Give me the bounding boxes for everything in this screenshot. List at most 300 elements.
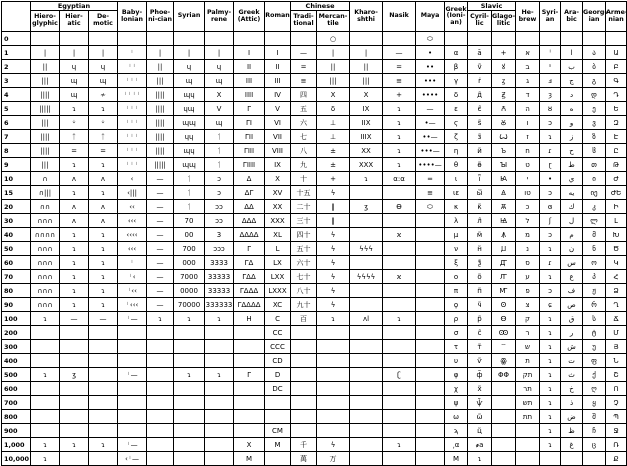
numeral-cell: 3333 bbox=[205, 256, 234, 270]
numeral-cell: ϟ bbox=[317, 298, 350, 312]
numeral-cell: θ bbox=[445, 158, 468, 172]
numeral-cell: ⊥ bbox=[317, 116, 350, 130]
numeral-cell: ϙ bbox=[445, 298, 468, 312]
numeral-cell: ɽ bbox=[540, 158, 561, 172]
numeral-cell bbox=[383, 326, 416, 340]
numeral-cell: LX bbox=[265, 256, 291, 270]
numeral-cell: ס bbox=[516, 256, 540, 270]
table-row bbox=[2, 242, 627, 256]
numeral-cell bbox=[89, 354, 118, 368]
numeral-cell: ɿ bbox=[205, 368, 234, 382]
numeral-cell bbox=[234, 382, 265, 396]
numeral-cell: תש bbox=[516, 396, 540, 410]
table-row bbox=[2, 326, 627, 340]
numeral-cell: — bbox=[89, 312, 118, 326]
numeral-cell: н̃ bbox=[468, 242, 492, 256]
numeral-cell: D bbox=[265, 368, 291, 382]
numeral-cell: ɿ bbox=[540, 354, 561, 368]
numeral-cell: 33333 bbox=[205, 284, 234, 298]
numeral-cell bbox=[383, 410, 416, 424]
row-value-label: 1 bbox=[2, 46, 31, 60]
numeral-cell: |||| bbox=[31, 144, 60, 158]
table-row bbox=[2, 312, 627, 326]
numeral-cell: Ղ bbox=[606, 298, 627, 312]
numeral-cell: τ bbox=[445, 340, 468, 354]
numeral-cell: α:α bbox=[383, 172, 416, 186]
numeral-cell: ᛎ bbox=[89, 116, 118, 130]
numeral-cell bbox=[291, 368, 317, 382]
numeral-cell bbox=[234, 32, 265, 46]
numeral-cell: ιε bbox=[445, 186, 468, 200]
numeral-cell: ɿ bbox=[31, 452, 60, 466]
numeral-cell bbox=[31, 32, 60, 46]
numeral-cell: 3 bbox=[205, 228, 234, 242]
numeral-cell: ϟ bbox=[317, 256, 350, 270]
numeral-cell: ɿ bbox=[383, 438, 416, 452]
table-row bbox=[2, 410, 627, 424]
numeral-cell bbox=[350, 228, 383, 242]
numeral-cell bbox=[147, 438, 174, 452]
numeral-cell: | bbox=[31, 46, 60, 60]
numeral-cell: ± bbox=[317, 144, 350, 158]
numeral-cell: ‹||| bbox=[118, 186, 147, 200]
numeral-cell: 十五 bbox=[291, 186, 317, 200]
numeral-cell bbox=[291, 32, 317, 46]
numeral-cell: M bbox=[445, 452, 468, 466]
numeral-cell: ϟϟϟ bbox=[350, 242, 383, 256]
numeral-cell bbox=[492, 382, 516, 396]
numeral-cell: ∩ bbox=[31, 172, 60, 186]
row-value-label: 20 bbox=[2, 200, 31, 214]
numeral-cell bbox=[205, 410, 234, 424]
numeral-cell bbox=[174, 452, 205, 466]
numeral-cell bbox=[291, 410, 317, 424]
row-value-label: 80 bbox=[2, 284, 31, 298]
numeral-cell: Թ bbox=[606, 158, 627, 172]
numeral-cell: ᛐ bbox=[205, 144, 234, 158]
numeral-cell: ك bbox=[561, 200, 583, 214]
numeral-cell: Բ bbox=[606, 60, 627, 74]
table-row bbox=[2, 452, 627, 466]
numeral-cell bbox=[147, 340, 174, 354]
numeral-cell bbox=[31, 410, 60, 424]
column-header: Hier-atic bbox=[60, 11, 89, 32]
numeral-cell: X bbox=[350, 88, 383, 102]
numeral-cell: ᛌᛌᛌ bbox=[118, 116, 147, 130]
numeral-cell: خ bbox=[561, 382, 583, 396]
numeral-cell bbox=[416, 354, 445, 368]
numeral-cell: ɿ bbox=[89, 270, 118, 284]
numeral-cell: Ե bbox=[606, 102, 627, 116]
numeral-cell: 万 bbox=[317, 452, 350, 466]
numeral-cell: — bbox=[383, 46, 416, 60]
numeral-cell: ɿ bbox=[540, 438, 561, 452]
numeral-cell bbox=[147, 326, 174, 340]
numeral-cell: ɿ bbox=[540, 368, 561, 382]
numeral-cell: ד bbox=[516, 88, 540, 102]
numeral-cell: ص bbox=[561, 298, 583, 312]
numeral-cell bbox=[89, 382, 118, 396]
numeral-cell: • bbox=[540, 172, 561, 186]
numeral-cell: ბ bbox=[583, 60, 606, 74]
numeral-cell: ≡ bbox=[291, 74, 317, 88]
row-value-label: 30 bbox=[2, 214, 31, 228]
numeral-cell: ‹ᛌ— bbox=[118, 452, 147, 466]
numeral-cell bbox=[492, 340, 516, 354]
numeral-cell: ɔɔ bbox=[205, 200, 234, 214]
numeral-cell: δ bbox=[317, 102, 350, 116]
numeral-cell: ψ bbox=[445, 396, 468, 410]
numeral-cell: ע bbox=[516, 270, 540, 284]
row-value-label: 5 bbox=[2, 102, 31, 116]
numeral-cell: Ꙉ bbox=[492, 102, 516, 116]
numeral-cell bbox=[234, 396, 265, 410]
numeral-cell: ꙁ bbox=[492, 74, 516, 88]
numeral-cell: ᛌᛌᛌ bbox=[118, 130, 147, 144]
numeral-cell bbox=[350, 284, 383, 298]
numeral-cell: р̃ bbox=[468, 312, 492, 326]
numeral-cell: 七十 bbox=[291, 270, 317, 284]
table-row bbox=[2, 270, 627, 284]
numeral-cell: ȝ bbox=[540, 88, 561, 102]
numeral-cell: תת bbox=[516, 410, 540, 424]
column-header: Ara-bic bbox=[561, 2, 583, 32]
numeral-cell: იე bbox=[583, 186, 606, 200]
numeral-cell: | bbox=[205, 46, 234, 60]
numeral-cell: ɿ bbox=[540, 130, 561, 144]
numeral-cell: ק bbox=[516, 312, 540, 326]
numeral-cell: III bbox=[234, 74, 265, 88]
numeral-cell: Ք bbox=[606, 452, 627, 466]
numeral-cell: ʌ bbox=[89, 172, 118, 186]
numeral-cell bbox=[317, 368, 350, 382]
slavic-group-header: Slavic bbox=[468, 2, 516, 11]
numeral-cell: ᛐ bbox=[174, 172, 205, 186]
numeral-cell bbox=[89, 326, 118, 340]
table-row bbox=[2, 214, 627, 228]
numeral-cell: Γ bbox=[234, 102, 265, 116]
numeral-cell bbox=[60, 382, 89, 396]
numeral-cell: ΓΔΔ bbox=[234, 270, 265, 284]
numeral-cell: ت bbox=[561, 354, 583, 368]
numeral-cell: 二十 bbox=[291, 200, 317, 214]
numeral-cell: ɿ bbox=[31, 368, 60, 382]
numeral-cell: к̃ bbox=[468, 200, 492, 214]
numeral-cell: ც bbox=[583, 438, 606, 452]
numeral-cell: CD bbox=[265, 354, 291, 368]
numeral-cell: || bbox=[31, 60, 60, 74]
numeral-cell: ѵ̃ bbox=[468, 354, 492, 368]
numeral-cell bbox=[89, 32, 118, 46]
numeral-cell bbox=[383, 186, 416, 200]
numeral-cell: ლ bbox=[583, 214, 606, 228]
numeral-cell: ʌ bbox=[60, 200, 89, 214]
numeral-cell: CCC bbox=[265, 340, 291, 354]
numeral-cell: |||| bbox=[147, 130, 174, 144]
numeral-cell: 五十 bbox=[291, 242, 317, 256]
numeral-cell bbox=[174, 438, 205, 452]
numeral-cell: ზ bbox=[583, 130, 606, 144]
numeral-cell: ϟ bbox=[317, 284, 350, 298]
numeral-cell: ᛌᛌᛌ bbox=[118, 102, 147, 116]
numeral-cell: ∩||| bbox=[31, 186, 60, 200]
numeral-cell: — bbox=[416, 102, 445, 116]
numeral-cell bbox=[416, 214, 445, 228]
numeral-cell: ث bbox=[561, 368, 583, 382]
row-value-label: 90 bbox=[2, 298, 31, 312]
row-value-label: 7 bbox=[2, 130, 31, 144]
table-body bbox=[2, 32, 627, 466]
numeral-cell: ϟϟϟϟ bbox=[350, 270, 383, 284]
numeral-cell bbox=[291, 424, 317, 438]
numeral-cell bbox=[234, 410, 265, 424]
numeral-cell: ϰ bbox=[383, 228, 416, 242]
numeral-cell: ц̃ bbox=[468, 424, 492, 438]
numeral-cell: з̃ bbox=[468, 130, 492, 144]
numeral-cell: 百 bbox=[291, 312, 317, 326]
numeral-cell: ѳ̃ bbox=[468, 158, 492, 172]
numeral-cell: პ bbox=[583, 270, 606, 284]
numeral-cell: + bbox=[383, 88, 416, 102]
row-value-label: 8 bbox=[2, 144, 31, 158]
numeral-cell: є̃ bbox=[468, 102, 492, 116]
numeral-cell: и̃ bbox=[468, 144, 492, 158]
numeral-cell: Դ bbox=[606, 88, 627, 102]
numeral-cell: ≡ bbox=[383, 74, 416, 88]
numeral-cell: IV bbox=[265, 88, 291, 102]
numeral-cell bbox=[147, 32, 174, 46]
numeral-cell bbox=[147, 382, 174, 396]
numeral-cell: ʌ bbox=[89, 214, 118, 228]
numeral-cell: ɔ bbox=[540, 116, 561, 130]
numeral-cell bbox=[31, 382, 60, 396]
numeral-cell bbox=[416, 410, 445, 424]
numeral-cell: טו bbox=[516, 186, 540, 200]
row-value-label: 2 bbox=[2, 60, 31, 74]
table-row bbox=[2, 298, 627, 312]
numeral-cell: Ꙟ bbox=[492, 228, 516, 242]
numeral-cell: ز bbox=[561, 130, 583, 144]
numeral-cell: ∩∩∩ bbox=[31, 214, 60, 228]
numeral-cell: ɰ bbox=[89, 74, 118, 88]
numeral-cell bbox=[174, 382, 205, 396]
numeral-cell: + bbox=[492, 46, 516, 60]
numeral-cell bbox=[416, 312, 445, 326]
numeral-cell: ᛐ bbox=[174, 200, 205, 214]
numeral-cell: Է bbox=[606, 130, 627, 144]
numeral-cell: γ bbox=[445, 74, 468, 88]
numeral-cell bbox=[147, 452, 174, 466]
numeral-cell: ض bbox=[561, 410, 583, 424]
numeral-cell: ΔΓ bbox=[234, 186, 265, 200]
numeral-cell: ɾ bbox=[540, 144, 561, 158]
numeral-cell bbox=[492, 396, 516, 410]
numeral-cell: ɿ bbox=[60, 270, 89, 284]
numeral-cell: λ bbox=[445, 214, 468, 228]
numeral-cell bbox=[174, 396, 205, 410]
numeral-cell bbox=[350, 382, 383, 396]
numeral-cell: м̃ bbox=[468, 228, 492, 242]
numeral-cell: VIII bbox=[265, 144, 291, 158]
numeral-cell: X bbox=[234, 438, 265, 452]
numeral-cell bbox=[445, 32, 468, 46]
numeral-cell: η bbox=[445, 144, 468, 158]
numeral-cell: נ bbox=[516, 242, 540, 256]
numeral-cell bbox=[174, 326, 205, 340]
numeral-cell: ҂а bbox=[468, 438, 492, 452]
numeral-cell: ϡ bbox=[445, 424, 468, 438]
numeral-cell: ɿ bbox=[60, 228, 89, 242]
numeral-cell bbox=[540, 452, 561, 466]
numeral-cell: — bbox=[147, 242, 174, 256]
numeral-cell bbox=[174, 424, 205, 438]
numeral-cell: ѡ̃ bbox=[468, 410, 492, 424]
numeral-cell: || bbox=[317, 60, 350, 74]
numeral-cell: ɿ bbox=[383, 130, 416, 144]
numeral-cell bbox=[350, 410, 383, 424]
numeral-cell: Ꙏ bbox=[492, 144, 516, 158]
numeral-cell: و bbox=[561, 116, 583, 130]
numeral-cell: д̃ bbox=[468, 88, 492, 102]
numeral-cell bbox=[60, 340, 89, 354]
numeral-cell: Ꙡ bbox=[492, 242, 516, 256]
table-row bbox=[2, 102, 627, 116]
table-row bbox=[2, 116, 627, 130]
numeral-cell: L bbox=[265, 242, 291, 256]
numeral-cell: ɿ bbox=[540, 396, 561, 410]
numeral-cell: | bbox=[350, 46, 383, 60]
numeral-cell bbox=[540, 32, 561, 46]
numeral-cell: XXX bbox=[265, 214, 291, 228]
numeral-cell: ᛏ bbox=[89, 130, 118, 144]
table-row bbox=[2, 158, 627, 172]
numeral-cell bbox=[492, 410, 516, 424]
table-row bbox=[2, 368, 627, 382]
numeral-cell: 八 bbox=[291, 144, 317, 158]
numeral-cell: VII bbox=[265, 130, 291, 144]
numeral-cell: ч̃ bbox=[468, 298, 492, 312]
numeral-cell: ب bbox=[561, 60, 583, 74]
numeral-cell: ה bbox=[516, 102, 540, 116]
numeral-cell: ჱ bbox=[583, 144, 606, 158]
numeral-cell bbox=[317, 354, 350, 368]
column-header: Georg-ian bbox=[583, 2, 606, 32]
row-value-label: 600 bbox=[2, 382, 31, 396]
numeral-cell: ɿ bbox=[89, 438, 118, 452]
numeral-cell: ɿ bbox=[60, 186, 89, 200]
numeral-cell: σ bbox=[445, 326, 468, 340]
numeral-cell: ז bbox=[516, 130, 540, 144]
numeral-cell: צ bbox=[516, 298, 540, 312]
numeral-cell: ΔΔ bbox=[234, 200, 265, 214]
numeral-cell: ϟ bbox=[317, 438, 350, 452]
numeral-cell: ɰɰ bbox=[174, 158, 205, 172]
numeral-cell: II bbox=[265, 60, 291, 74]
numeral-cell: ∩∩∩ bbox=[31, 256, 60, 270]
numeral-cell: ᛌᛌᛌ bbox=[118, 74, 147, 88]
numeral-cell bbox=[383, 354, 416, 368]
numeral-cell bbox=[234, 326, 265, 340]
column-header: Kharo-shthi bbox=[350, 2, 383, 32]
numeral-cell: ɿ bbox=[383, 116, 416, 130]
numeral-cell: ᛌ‹‹‹ bbox=[118, 298, 147, 312]
numeral-cell bbox=[383, 256, 416, 270]
numeral-cell bbox=[516, 438, 540, 452]
numeral-cell: ΓΔΔΔ bbox=[234, 284, 265, 298]
numeral-cell: χ bbox=[445, 382, 468, 396]
numeral-cell: ᛌᛌ bbox=[118, 60, 147, 74]
numeral-cell: م bbox=[561, 228, 583, 242]
numeral-cell: — bbox=[147, 256, 174, 270]
numeral-cell: 九 bbox=[291, 158, 317, 172]
numeral-cell: ყ bbox=[583, 396, 606, 410]
numeral-cell: IIII bbox=[234, 88, 265, 102]
numeral-cell bbox=[89, 410, 118, 424]
numeral-cell bbox=[468, 32, 492, 46]
numeral-cell: 萬 bbox=[291, 452, 317, 466]
numeral-cell: ||||| bbox=[31, 102, 60, 116]
numeral-cell: Ꙣ bbox=[492, 256, 516, 270]
numeral-cell: — bbox=[147, 214, 174, 228]
numeral-cell: ʌ bbox=[60, 172, 89, 186]
numeral-cell: 六十 bbox=[291, 256, 317, 270]
numeral-cell: ɿ bbox=[60, 158, 89, 172]
numeral-cell: 7000 bbox=[174, 270, 205, 284]
numeral-cell: د bbox=[561, 88, 583, 102]
numeral-cell: XV bbox=[265, 186, 291, 200]
numeral-cell bbox=[118, 424, 147, 438]
numeral-cell: ṽ bbox=[468, 60, 492, 74]
numeral-cell: ||| bbox=[350, 74, 383, 88]
numeral-cell: ჟ bbox=[583, 284, 606, 298]
numeral-cell: غ bbox=[561, 438, 583, 452]
numeral-cell: Ꙭ bbox=[492, 326, 516, 340]
numeral-cell bbox=[492, 452, 516, 466]
numeral-cell: ΓIII bbox=[234, 144, 265, 158]
numeral-cell: ā bbox=[468, 46, 492, 60]
numeral-cell bbox=[416, 438, 445, 452]
numeral-cell: ɿ bbox=[383, 158, 416, 172]
numeral-cell: ф̃ bbox=[468, 368, 492, 382]
numeral-cell bbox=[265, 396, 291, 410]
numeral-cell: ∩∩∩ bbox=[31, 270, 60, 284]
numeral-cell: •• bbox=[416, 60, 445, 74]
numeral-cell: ϟ bbox=[317, 228, 350, 242]
numeral-cell bbox=[317, 396, 350, 410]
numeral-cell: ɿ bbox=[468, 452, 492, 466]
numeral-cell: |||| bbox=[147, 88, 174, 102]
numeral-cell: ‹‹ bbox=[118, 200, 147, 214]
numeral-cell bbox=[60, 396, 89, 410]
numeral-cell: Շ bbox=[606, 368, 627, 382]
numeral-cell: Ꙃ bbox=[492, 88, 516, 102]
numeral-cell bbox=[583, 452, 606, 466]
numeral-cell bbox=[383, 452, 416, 466]
numeral-cell: ρ bbox=[445, 312, 468, 326]
numeral-cell bbox=[60, 424, 89, 438]
numeral-cell: ⊥ bbox=[317, 130, 350, 144]
numeral-cell: I bbox=[234, 46, 265, 60]
numeral-cell bbox=[416, 340, 445, 354]
numeral-cell: Ꙧ bbox=[492, 284, 516, 298]
numeral-cell: IIX bbox=[350, 116, 383, 130]
numeral-cell: 四十 bbox=[291, 228, 317, 242]
numeral-cell bbox=[291, 326, 317, 340]
numeral-cell: ϟ bbox=[317, 270, 350, 284]
numeral-cell: ɿ bbox=[31, 312, 60, 326]
numeral-cell bbox=[516, 452, 540, 466]
numeral-cell: ≁ bbox=[89, 88, 118, 102]
